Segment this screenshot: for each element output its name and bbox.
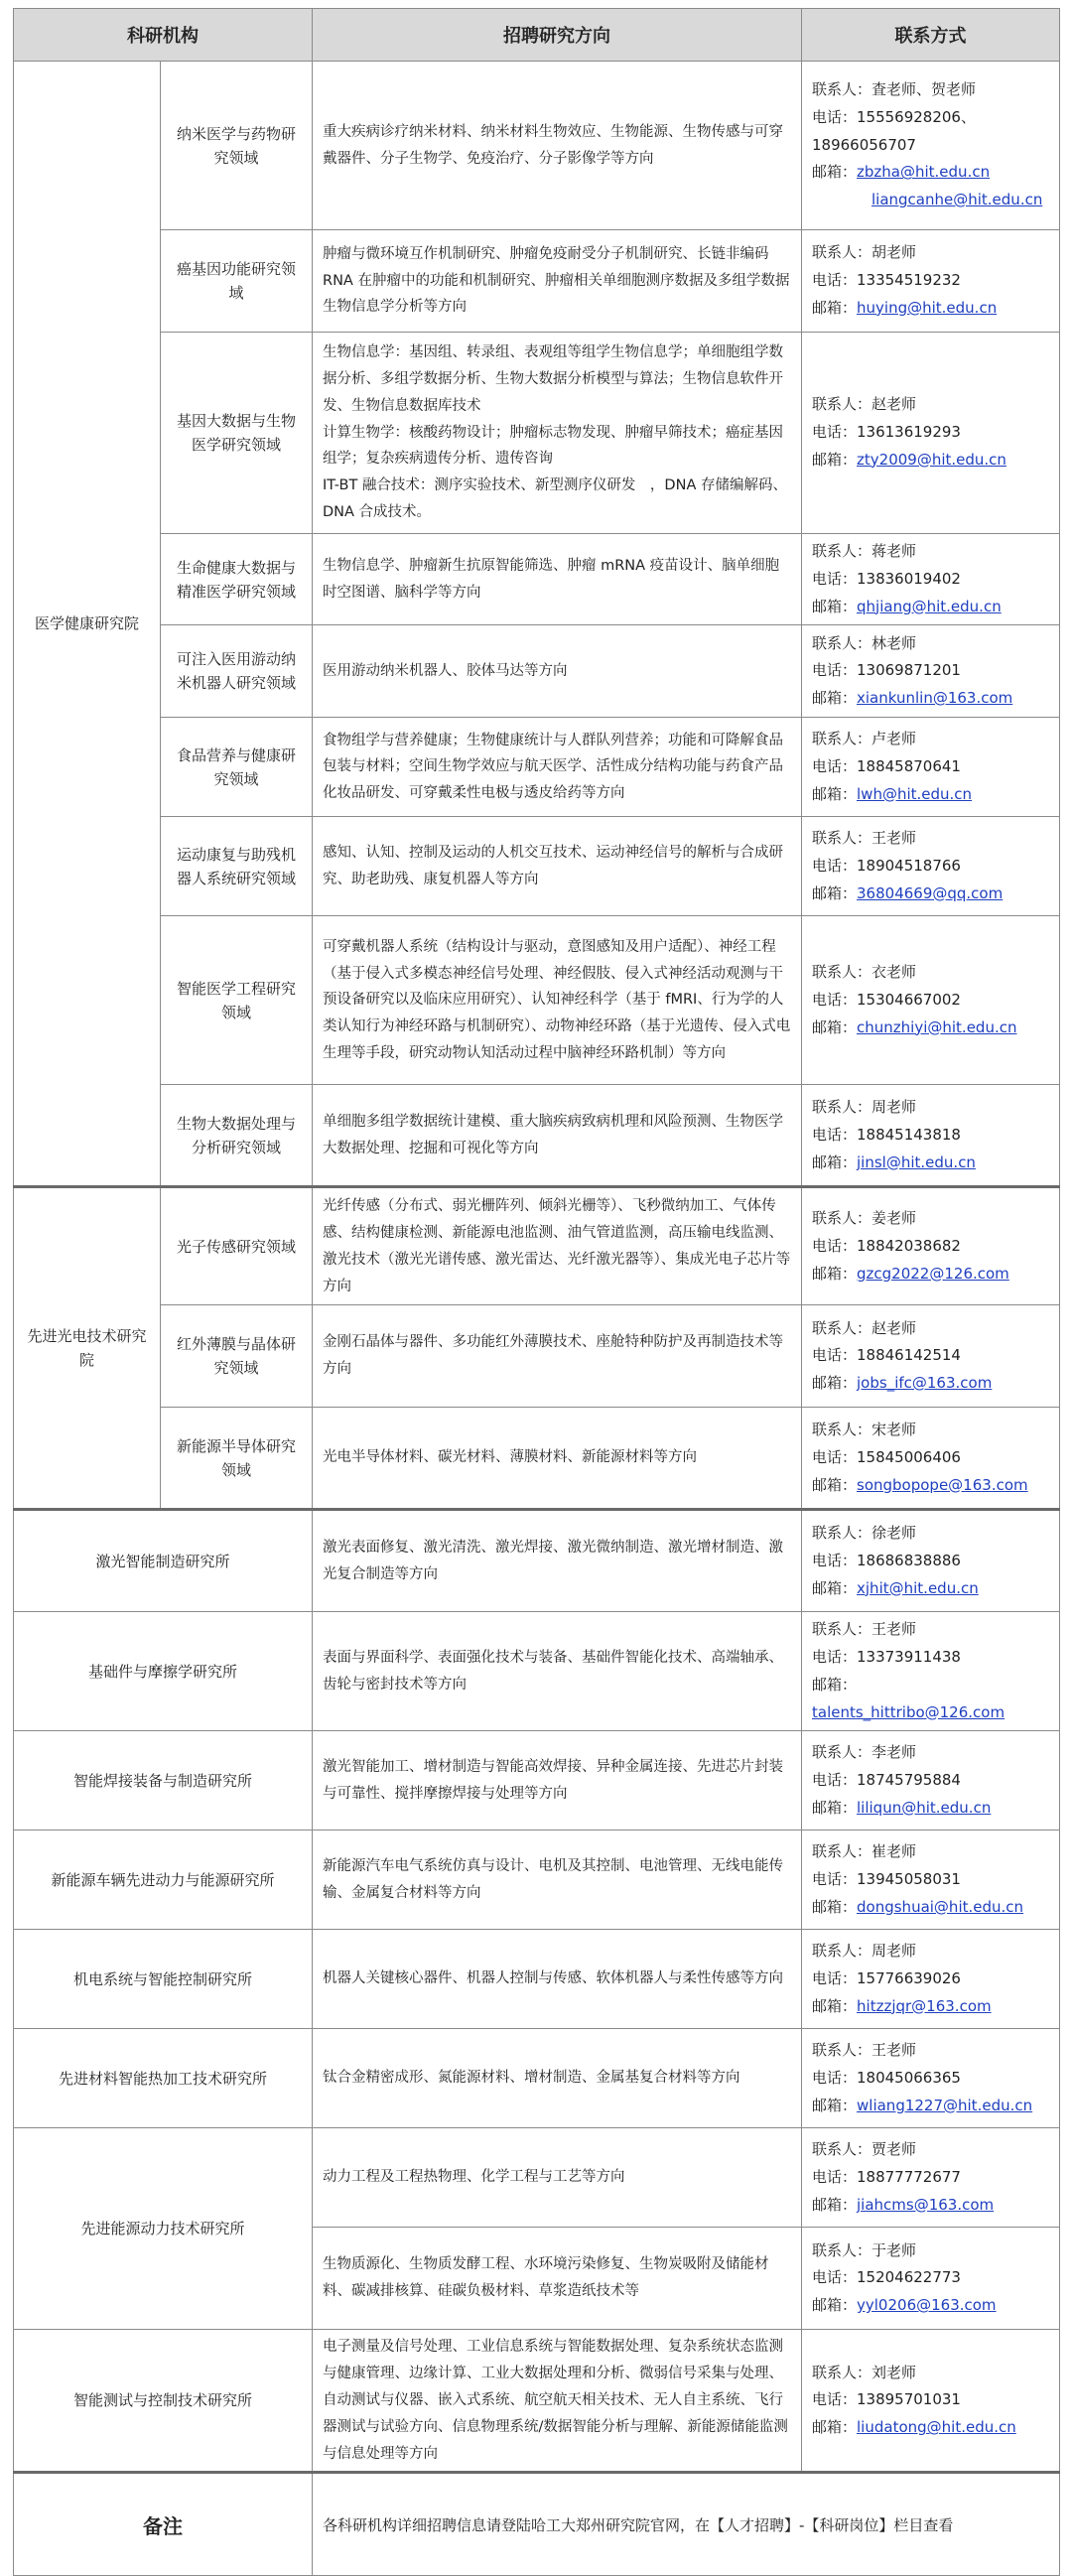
contact-phone: 电话：13945058031 — [812, 1869, 961, 1888]
direction-cell — [313, 1187, 802, 1305]
direction-text: 生物信息学：基因组、转录组、表观组等组学生物信息学；单细胞组学数据分析、多组学数据分析、生物大数据分析模型与算法；生物信息软件开发、生物信息数据库技术 — [323, 344, 783, 414]
contact-phone: 电话：13895701031 — [812, 2390, 961, 2409]
contact-cell — [802, 718, 1060, 817]
institution-cell: 新能源车辆先进动力与能源研究所 — [14, 1830, 313, 1930]
contact-person: 联系人：李老师 — [812, 1743, 917, 1762]
contact-email — [812, 1015, 1049, 1042]
contact-person: 联系人：赵老师 — [812, 395, 917, 414]
table-row — [14, 817, 1060, 916]
email-label: 邮箱： — [812, 1017, 858, 1036]
contact-phone: 电话：13613619293 — [812, 423, 961, 442]
contact-cell — [802, 1305, 1060, 1408]
email-link[interactable]: jinsl@hit.edu.cn — [857, 1152, 976, 1171]
direction-text: 新能源汽车电气系统仿真与设计、电机及其控制、电池管理、无线电能传输、金属复合材料等方向 — [323, 1857, 783, 1901]
direction-cell — [313, 1731, 802, 1830]
email-label: 邮箱： — [812, 1475, 858, 1494]
contact-email — [812, 2093, 1049, 2120]
field-cell: 运动康复与助残机器人系统研究领域 — [161, 817, 313, 916]
note-label: 备注 — [14, 2473, 313, 2576]
contact-phone: 电话：13836019402 — [812, 569, 961, 588]
contact-cell — [802, 2330, 1060, 2473]
contact-phone: 电话：18904518766 — [812, 856, 961, 875]
contact-person: 联系人：卢老师 — [812, 730, 917, 748]
contact-person: 联系人：姜老师 — [812, 1209, 917, 1228]
direction-text: 重大疾病诊疗纳米材料、纳米材料生物效应、生物能源、生物传感与可穿戴器件、分子生物学、免疫治疗、分子影像学等方向 — [323, 123, 783, 167]
email-link[interactable]: chunzhiyi@hit.edu.cn — [857, 1017, 1017, 1036]
direction-cell — [313, 2228, 802, 2330]
contact-phone: 电话：13373911438 — [812, 1648, 961, 1666]
contact-person: 联系人：胡老师 — [812, 243, 917, 262]
contact-cell — [802, 2128, 1060, 2228]
email-label: 邮箱： — [812, 163, 858, 182]
contact-email — [812, 1894, 1049, 1922]
direction-cell — [313, 625, 802, 718]
institution-cell: 机电系统与智能控制研究所 — [14, 1930, 313, 2029]
contact-cell — [802, 2228, 1060, 2330]
contact-phone: 电话：13069871201 — [812, 661, 961, 680]
contact-email — [812, 187, 1049, 214]
direction-text: 食物组学与营养健康；生物健康统计与人群队列营养；功能和可降解食品包装与材料；空间生物学效应与航天医学、活性成分结构功能与药食产品化妆品研发、可穿戴柔性电极与透皮给药等方向 — [323, 732, 783, 802]
direction-cell — [313, 62, 802, 230]
contact-person: 联系人：周老师 — [812, 1098, 917, 1117]
note-row — [14, 2473, 1060, 2576]
contact-cell — [802, 230, 1060, 333]
direction-cell — [313, 230, 802, 333]
institution-cell: 智能测试与控制技术研究所 — [14, 2330, 313, 2473]
field-cell: 可注入医用游动纳米机器人研究领域 — [161, 625, 313, 718]
email-label: 邮箱： — [812, 2418, 858, 2437]
table-row — [14, 230, 1060, 333]
direction-cell — [313, 1830, 802, 1930]
contact-person: 联系人：崔老师 — [812, 1842, 917, 1861]
contact-email — [812, 295, 1049, 323]
email-link[interactable]: talents_hittribo@126.com — [812, 1702, 1005, 1721]
table-header-row — [14, 9, 1060, 62]
contact-email — [812, 1575, 1049, 1603]
email-label: 邮箱： — [812, 1374, 858, 1393]
direction-text: 表面与界面科学、表面强化技术与装备、基础件智能化技术、高端轴承、齿轮与密封技术等方向 — [323, 1649, 783, 1693]
contact-email — [812, 685, 1049, 713]
direction-text: 感知、认知、控制及运动的人机交互技术、运动神经信号的解析与合成研究、助老助残、康复机器人等方向 — [323, 844, 783, 887]
contact-phone: 18966056707 — [812, 135, 916, 154]
email-link[interactable]: gzcg2022@126.com — [857, 1264, 1009, 1283]
contact-person: 联系人：査老师、贺老师 — [812, 80, 977, 99]
contact-cell — [802, 1408, 1060, 1510]
table-row — [14, 1408, 1060, 1510]
contact-cell — [802, 1510, 1060, 1612]
contact-email — [812, 881, 1049, 908]
direction-cell — [313, 718, 802, 817]
contact-phone: 电话：15845006406 — [812, 1447, 961, 1466]
contact-phone: 电话：18045066365 — [812, 2068, 961, 2087]
email-link[interactable]: xiankunlin@163.com — [857, 689, 1013, 708]
table-row — [14, 2128, 1060, 2228]
contact-email — [812, 781, 1049, 809]
contact-email — [812, 1261, 1049, 1288]
direction-text: 光电半导体材料、碳光材料、薄膜材料、新能源材料等方向 — [323, 1449, 697, 1466]
table-row — [14, 1731, 1060, 1830]
note-text: 各科研机构详细招聘信息请登陆哈工大郑州研究院官网，在【人才招聘】-【科研岗位】栏目查看 — [313, 2473, 1060, 2576]
contact-cell — [802, 1612, 1060, 1731]
contact-cell — [802, 625, 1060, 718]
direction-text: 机器人关键核心器件、机器人控制与传感、软体机器人与柔性传感等方向 — [323, 1970, 783, 1987]
contact-email — [812, 1150, 1049, 1177]
direction-text: 肿瘤与微环境互作机制研究、肿瘤免疫耐受分子机制研究、长链非编码 RNA 在肿瘤中的功能和机制研究、肿瘤相关单细胞测序数据及多组学数据生物信息学分析等方向 — [323, 245, 790, 316]
table-row — [14, 1930, 1060, 2029]
direction-cell — [313, 1305, 802, 1408]
contact-cell — [802, 1731, 1060, 1830]
contact-phone: 电话：18846142514 — [812, 1346, 961, 1365]
email-label: 邮箱： — [812, 883, 858, 902]
email-link[interactable]: huying@hit.edu.cn — [857, 298, 998, 317]
contact-person: 联系人：贾老师 — [812, 2140, 917, 2159]
contact-person: 联系人：林老师 — [812, 633, 917, 652]
contact-person: 联系人：赵老师 — [812, 1318, 917, 1337]
email-label: 邮箱： — [812, 2296, 858, 2315]
institution-cell: 医学健康研究院 — [14, 62, 161, 1187]
field-cell: 光子传感研究领域 — [161, 1187, 313, 1305]
contact-cell — [802, 916, 1060, 1085]
contact-cell — [802, 1085, 1060, 1187]
email-link[interactable]: zty2009@hit.edu.cn — [857, 450, 1006, 469]
institution-cell: 智能焊接装备与制造研究所 — [14, 1731, 313, 1830]
email-link[interactable]: yyl0206@163.com — [857, 2296, 997, 2315]
direction-cell — [313, 1612, 802, 1731]
contact-cell — [802, 62, 1060, 230]
direction-cell — [313, 1085, 802, 1187]
email-label: 邮箱： — [812, 2195, 858, 2214]
direction-cell — [313, 2029, 802, 2128]
contact-email — [812, 2414, 1049, 2442]
email-label: 邮箱： — [812, 1152, 858, 1171]
contact-phone: 电话：13354519232 — [812, 271, 961, 290]
email-link[interactable]: liliqun@hit.edu.cn — [857, 1798, 992, 1817]
contact-phone: 电话：18877772677 — [812, 2167, 961, 2186]
direction-cell — [313, 2128, 802, 2228]
field-cell: 新能源半导体研究领域 — [161, 1408, 313, 1510]
direction-text: 动力工程及工程热物理、化学工程与工艺等方向 — [323, 2169, 625, 2186]
direction-cell — [313, 817, 802, 916]
table-row — [14, 534, 1060, 625]
direction-text: 可穿戴机器人系统（结构设计与驱动，意图感知及用户适配）、神经工程（基于侵入式多模态神经信号处理、神经假肢、侵入式神经活动观测与干预设备研究以及临床应用研究）、认知神经科学（基于 fMRI、行为学的人类认知行为神经环路与机制研究）、动物神经环路（基于光遗传、侵入式电生理等手段，研究动物认知活动过程中脑神经环路机制）等方向 — [323, 938, 791, 1061]
direction-text: 钛合金精密成形、氮能源材料、增材制造、金属基复合材料等方向 — [323, 2070, 740, 2087]
direction-text: 计算生物学：核酸药物设计；肿瘤标志物发现、肿瘤早筛技术；癌症基因组学；复杂疾病遗传分析、遗传咨询 — [323, 424, 783, 468]
field-cell: 基因大数据与生物医学研究领域 — [161, 333, 313, 534]
contact-person: 联系人：周老师 — [812, 1942, 917, 1961]
table-row — [14, 62, 1060, 230]
direction-cell — [313, 534, 802, 625]
contact-cell — [802, 2029, 1060, 2128]
contact-person: 联系人：王老师 — [812, 1620, 917, 1639]
email-link[interactable]: liudatong@hit.edu.cn — [857, 2418, 1016, 2437]
direction-cell — [313, 1408, 802, 1510]
email-link[interactable]: xjhit@hit.edu.cn — [857, 1578, 979, 1597]
email-label: 邮箱： — [812, 1798, 858, 1817]
email-label: 邮箱： — [812, 1897, 858, 1916]
email-link[interactable]: wliang1227@hit.edu.cn — [857, 2096, 1033, 2114]
contact-phone: 电话：18845870641 — [812, 756, 961, 775]
email-link[interactable]: jobs_ifc@163.com — [857, 1374, 993, 1393]
institution-cell: 先进能源动力技术研究所 — [14, 2128, 313, 2330]
field-cell: 智能医学工程研究领域 — [161, 916, 313, 1085]
contact-cell — [802, 1830, 1060, 1930]
contact-email — [812, 594, 1049, 621]
direction-cell — [313, 1510, 802, 1612]
table-body — [14, 62, 1060, 2576]
contact-email — [812, 2192, 1049, 2220]
direction-cell — [313, 916, 802, 1085]
field-cell: 生命健康大数据与精准医学研究领域 — [161, 534, 313, 625]
email-link[interactable]: zbzha@hit.edu.cn — [857, 163, 991, 182]
contact-phone: 电话：15204622773 — [812, 2268, 961, 2287]
email-label: 邮箱： — [812, 1264, 858, 1283]
table-row — [14, 718, 1060, 817]
contact-person: 联系人：徐老师 — [812, 1524, 917, 1543]
email-label: 邮箱： — [812, 1675, 858, 1694]
email-link[interactable]: 36804669@qq.com — [857, 883, 1004, 902]
header-direction: 招聘研究方向 — [313, 9, 802, 62]
direction-text: 生物质源化、生物质发酵工程、水环境污染修复、生物炭吸附及储能材料、碳减排核算、硅碳负极材料、草浆造纸技术等 — [323, 2256, 769, 2300]
contact-phone: 电话：18845143818 — [812, 1125, 961, 1144]
table-row — [14, 625, 1060, 718]
recruitment-table — [13, 8, 1060, 2576]
contact-cell — [802, 534, 1060, 625]
institution-cell: 先进材料智能热加工技术研究所 — [14, 2029, 313, 2128]
email-link[interactable]: songbopope@163.com — [857, 1475, 1028, 1494]
table-row — [14, 1305, 1060, 1408]
table-row — [14, 1187, 1060, 1305]
table-row — [14, 333, 1060, 534]
email-link[interactable]: lwh@hit.edu.cn — [857, 784, 973, 803]
contact-person: 联系人：王老师 — [812, 829, 917, 848]
institution-cell: 基础件与摩擦学研究所 — [14, 1612, 313, 1731]
direction-text: 激光表面修复、激光清洗、激光焊接、激光微纳制造、激光增材制造、激光复合制造等方向 — [323, 1539, 783, 1582]
contact-email — [812, 1672, 1049, 1727]
institution-cell: 激光智能制造研究所 — [14, 1510, 313, 1612]
direction-text: 单细胞多组学数据统计建模、重大脑疾病致病机理和风险预测、生物医学大数据处理、挖掘和可视化等方向 — [323, 1113, 783, 1156]
contact-email — [812, 159, 1049, 187]
direction-cell — [313, 1930, 802, 2029]
table-row — [14, 1830, 1060, 1930]
field-cell: 癌基因功能研究领域 — [161, 230, 313, 333]
contact-phone: 电话：15776639026 — [812, 1968, 961, 1987]
email-label: 邮箱： — [812, 2096, 858, 2114]
email-label: 邮箱： — [812, 450, 858, 469]
direction-text: IT-BT 融合技术：测序实验技术、新型测序仪研发 ，DNA 存储编解码、DNA 合成技术。 — [323, 477, 787, 521]
direction-text: 激光智能加工、增材制造与智能高效焊接、异种金属连接、先进芯片封装与可靠性、搅拌摩擦焊接与处理等方向 — [323, 1758, 783, 1802]
header-contact: 联系方式 — [802, 9, 1060, 62]
field-cell: 食品营养与健康研究领域 — [161, 718, 313, 817]
direction-text: 生物信息学、肿瘤新生抗原智能筛选、肿瘤 mRNA 疫苗设计、脑单细胞时空图谱、脑科学等方向 — [323, 557, 780, 601]
table-row — [14, 1612, 1060, 1731]
contact-email — [812, 1370, 1049, 1398]
table-row — [14, 1510, 1060, 1612]
contact-cell — [802, 1930, 1060, 2029]
email-link[interactable]: hitzzjqr@163.com — [857, 1996, 992, 2015]
contact-email — [812, 2292, 1049, 2320]
direction-text: 光纤传感（分布式、弱光栅阵列、倾斜光栅等）、飞秒微纳加工、气体传感、结构健康检测、新能源电池监测、油气管道监测，高压输电线监测、激光技术（激光光谱传感、激光雷达、光纤激光器等）、集成光电子芯片等方向 — [323, 1198, 791, 1294]
contact-person: 联系人：于老师 — [812, 2240, 917, 2259]
email-label: 邮箱： — [812, 689, 858, 708]
contact-phone: 电话：18686838886 — [812, 1551, 961, 1569]
field-cell: 生物大数据处理与分析研究领域 — [161, 1085, 313, 1187]
contact-email — [812, 1993, 1049, 2021]
direction-cell — [313, 333, 802, 534]
table-row — [14, 1085, 1060, 1187]
contact-phone: 电话：18745795884 — [812, 1770, 961, 1789]
direction-text: 金刚石晶体与器件、多功能红外薄膜技术、座舱特种防护及再制造技术等方向 — [323, 1334, 783, 1378]
email-link[interactable]: jiahcms@163.com — [857, 2195, 995, 2214]
contact-cell — [802, 1187, 1060, 1305]
contact-person: 联系人：宋老师 — [812, 1421, 917, 1439]
header-institution: 科研机构 — [14, 9, 313, 62]
institution-cell: 先进光电技术研究院 — [14, 1187, 161, 1510]
contact-person: 联系人：蒋老师 — [812, 542, 917, 560]
field-cell: 红外薄膜与晶体研究领域 — [161, 1305, 313, 1408]
table-row — [14, 916, 1060, 1085]
direction-text: 电子测量及信号处理、工业信息系统与智能数据处理、复杂系统状态监测与健康管理、边缘计算、工业大数据处理和分析、微弱信号采集与处理、自动测试与仪器、嵌入式系统、航空航天相关技术、无人自主系统、飞行器测试与试验方向、信息物理系统/数据智能分析与理解、新能源储能监测与信息处理等方向 — [323, 2339, 788, 2462]
table-row — [14, 2029, 1060, 2128]
email-label: 邮箱： — [812, 1996, 858, 2015]
contact-email — [812, 1472, 1049, 1500]
field-cell: 纳米医学与药物研究领域 — [161, 62, 313, 230]
recruitment-table-container — [13, 8, 1059, 2576]
table-row — [14, 2330, 1060, 2473]
contact-cell — [802, 817, 1060, 916]
email-link[interactable]: liangcanhe@hit.edu.cn — [871, 191, 1043, 209]
email-label: 邮箱： — [812, 1578, 858, 1597]
contact-person: 联系人：衣老师 — [812, 963, 917, 982]
email-label: 邮箱： — [812, 784, 858, 803]
contact-person: 联系人：王老师 — [812, 2041, 917, 2060]
contact-phone: 电话：15304667002 — [812, 990, 961, 1009]
direction-cell — [313, 2330, 802, 2473]
contact-email — [812, 447, 1049, 475]
contact-phone: 电话：15556928206、 — [812, 107, 976, 126]
email-label: 邮箱： — [812, 298, 858, 317]
contact-person: 联系人：刘老师 — [812, 2363, 917, 2381]
contact-email — [812, 1795, 1049, 1823]
email-label: 邮箱： — [812, 597, 858, 615]
contact-phone: 电话：18842038682 — [812, 1236, 961, 1255]
direction-text: 医用游动纳米机器人、胶体马达等方向 — [323, 662, 568, 679]
email-link[interactable]: qhjiang@hit.edu.cn — [857, 597, 1002, 615]
contact-cell — [802, 333, 1060, 534]
email-link[interactable]: dongshuai@hit.edu.cn — [857, 1897, 1024, 1916]
